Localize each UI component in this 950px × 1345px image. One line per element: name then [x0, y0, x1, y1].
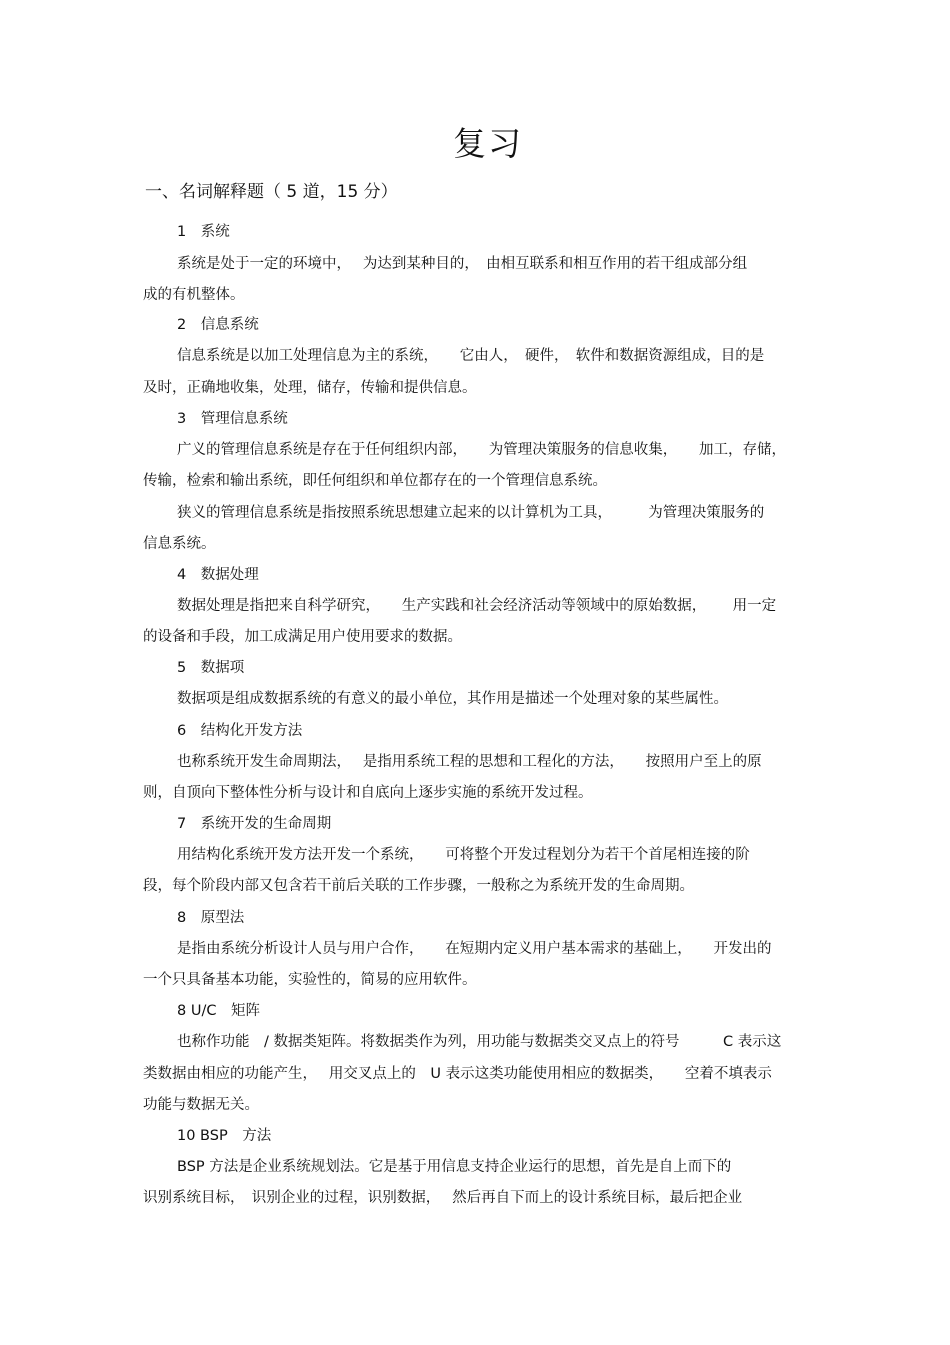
- paragraph-line: 识别系统目标， 识别企业的过程，识别数据， 然后再自下而上的设计系统目标，最后把企业: [143, 1190, 743, 1206]
- paragraph-line: 类数据由相应的功能产生， 用交叉点上的 U 表示这类功能使用相应的数据类， 空着不填表示: [143, 1066, 772, 1082]
- paragraph-line: 段，每个阶段内部又包含若干前后关联的工作步骤，一般称之为系统开发的生命周期。: [143, 878, 694, 894]
- paragraph-line: 狭义的管理信息系统是指按照系统思想建立起来的以计算机为工具， 为管理决策服务的: [177, 505, 765, 521]
- term-heading: 5 数据项: [177, 660, 245, 676]
- term-heading: 1 系统: [177, 224, 230, 240]
- paragraph-line: 也称系统开发生命周期法， 是指用系统工程的思想和工程化的方法， 按照用户至上的原: [177, 754, 762, 770]
- term-heading: 4 数据处理: [177, 567, 259, 583]
- paragraph-line: 广义的管理信息系统是存在于任何组织内部， 为管理决策服务的信息收集， 加工，存储，: [177, 442, 786, 458]
- paragraph-line: 也称作功能 / 数据类矩阵。将数据类作为列，用功能与数据类交叉点上的符号 C 表示这: [177, 1034, 782, 1050]
- paragraph-line: 则，自顶向下整体性分析与设计和自底向上逐步实施的系统开发过程。: [143, 785, 593, 801]
- paragraph-line: 信息系统。: [143, 536, 216, 552]
- paragraph-line: 的设备和手段，加工成满足用户使用要求的数据。: [143, 629, 462, 645]
- paragraph-line: 及时，正确地收集，处理，储存，传输和提供信息。: [143, 380, 477, 396]
- paragraph-line: 用结构化系统开发方法开发一个系统， 可将整个开发过程划分为若干个首尾相连接的阶: [177, 847, 750, 863]
- page-title: 复习: [453, 124, 523, 163]
- paragraph-line: 是指由系统分析设计人员与用户合作， 在短期内定义用户基本需求的基础上， 开发出的: [177, 941, 772, 957]
- paragraph-line: 成的有机整体。: [143, 287, 245, 303]
- term-heading: 8 原型法: [177, 910, 245, 926]
- paragraph-line: 系统是处于一定的环境中， 为达到某种目的， 由相互联系和相互作用的若干组成部分组: [177, 256, 748, 272]
- paragraph-line: BSP 方法是企业系统规划法。它是基于用信息支持企业运行的思想，首先是自上而下的: [177, 1159, 732, 1175]
- term-heading: 6 结构化开发方法: [177, 723, 303, 739]
- paragraph-line: 数据处理是指把来自科学研究， 生产实践和社会经济活动等领域中的原始数据， 用一定: [177, 598, 777, 614]
- term-heading: 2 信息系统: [177, 317, 259, 333]
- paragraph-line: 传输，检索和输出系统，即任何组织和单位都存在的一个管理信息系统。: [143, 473, 607, 489]
- paragraph-line: 数据项是组成数据系统的有意义的最小单位，其作用是描述一个处理对象的某些属性。: [177, 691, 728, 707]
- term-heading: 8 U/C 矩阵: [177, 1003, 260, 1019]
- term-heading: 10 BSP 方法: [177, 1128, 272, 1144]
- term-heading: 3 管理信息系统: [177, 411, 288, 427]
- paragraph-line: 功能与数据无关。: [143, 1097, 259, 1113]
- paragraph-line: 信息系统是以加工处理信息为主的系统， 它由人， 硬件， 软件和数据资源组成，目的是: [177, 348, 765, 364]
- term-heading: 7 系统开发的生命周期: [177, 816, 332, 832]
- paragraph-line: 一个只具备基本功能，实验性的，简易的应用软件。: [143, 972, 477, 988]
- section-heading: 一、名词解释题（ 5 道，15 分）: [145, 182, 398, 202]
